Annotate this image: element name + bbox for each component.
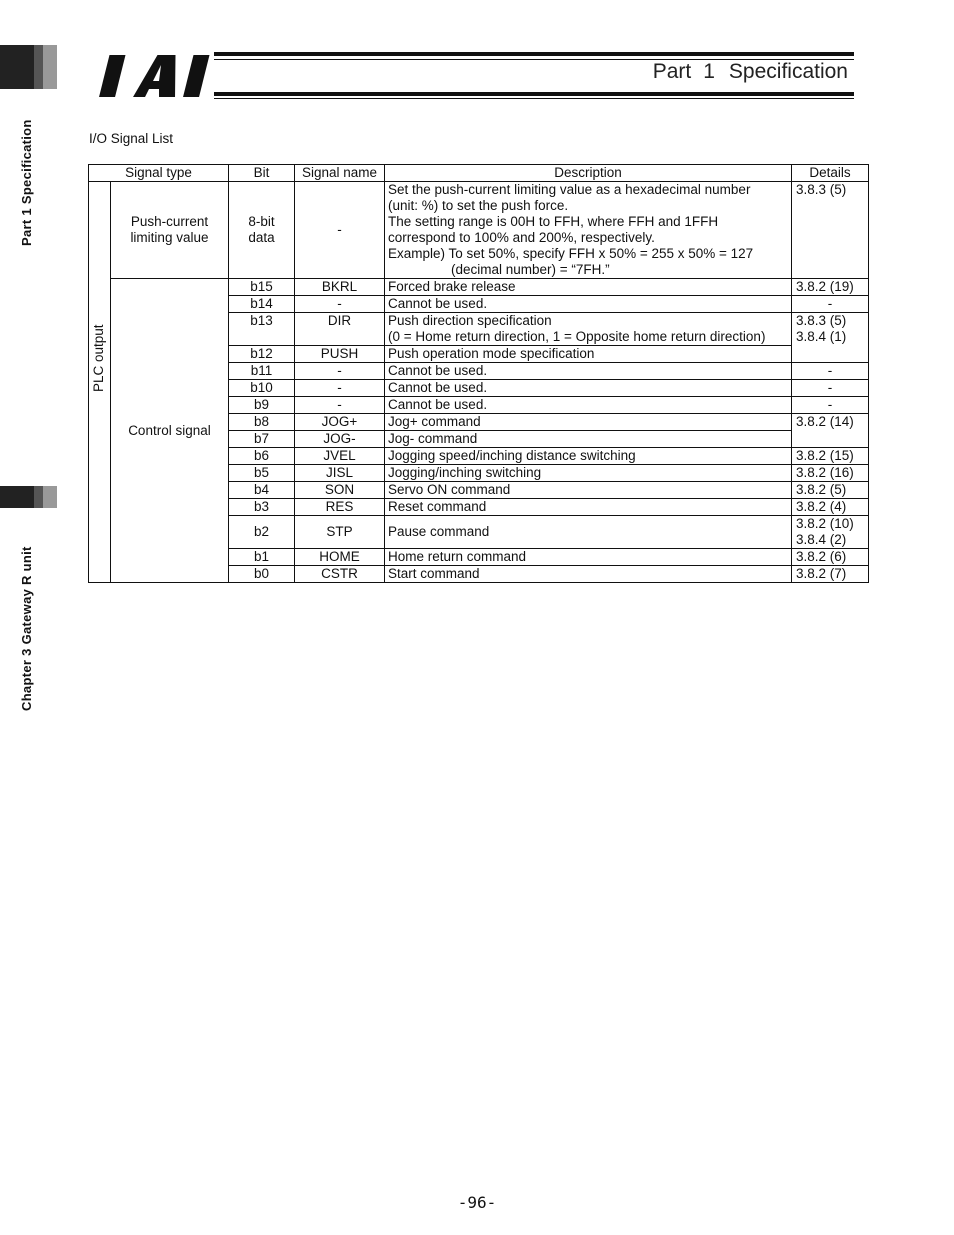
col-description: Description [385,165,792,182]
bit-cell: b11 [229,363,295,380]
signal-name-cell: BKRL [295,279,385,296]
signal-name-cell: HOME [295,549,385,566]
details-cell: - [792,397,869,414]
desc-cell: Cannot be used. [385,397,792,414]
page-number: -96- [457,1193,497,1212]
push-current-name: - [295,182,385,279]
signal-name-cell: PUSH [295,346,385,363]
signal-name-cell: - [295,397,385,414]
signal-name-cell: SON [295,482,385,499]
details-cell: 3.8.2 (15) [792,448,869,465]
push-current-desc: Set the push-current limiting value as a hexadecimal number (unit: %) to set the push force. The setting range is 00H to FFH, where FFH and 1FFH correspond to 100% and 200%, respectively. Example) To set 50%, specify FFH x 50% = 255 x 50% = 127 (decimal number) = “7FH.” [385,182,792,279]
details-cell: 3.8.3 (5) 3.8.4 (1) [792,313,869,363]
bit-cell: b9 [229,397,295,414]
push-current-bit: 8-bit data [229,182,295,279]
plc-output-group: PLC output [89,182,111,583]
signal-name-cell: JISL [295,465,385,482]
iai-logo [96,53,214,99]
details-cell: 3.8.2 (7) [792,566,869,583]
details-cell: 3.8.2 (6) [792,549,869,566]
bit-cell: b2 [229,516,295,549]
bit-cell: b4 [229,482,295,499]
details-cell: - [792,363,869,380]
part-side-label: Part 1 Specification [19,119,34,246]
details-cell: 3.8.2 (16) [792,465,869,482]
details-cell: 3.8.2 (19) [792,279,869,296]
section-title: I/O Signal List [89,131,174,146]
col-signal-type: Signal type [89,165,229,182]
table-row [89,279,869,296]
chapter-tab-marker [0,486,57,508]
table-header-row [89,165,869,182]
desc-cell: Jog+ command [385,414,792,431]
desc-cell: Cannot be used. [385,296,792,313]
bit-cell: b6 [229,448,295,465]
bit-cell: b13 [229,313,295,346]
signal-name-cell: DIR [295,313,385,346]
signal-name-cell: - [295,296,385,313]
part-tab-marker [0,45,57,89]
signal-name-cell: RES [295,499,385,516]
control-signal-type: Control signal [110,279,228,583]
table-row-push-current [89,182,869,279]
details-cell: 3.8.2 (10) 3.8.4 (2) [792,516,869,549]
desc-cell: Servo ON command [385,482,792,499]
desc-cell: Cannot be used. [385,380,792,397]
desc-cell: Forced brake release [385,279,792,296]
details-cell: 3.8.2 (5) [792,482,869,499]
desc-cell: Jogging/inching switching [385,465,792,482]
bit-cell: b1 [229,549,295,566]
bit-cell: b7 [229,431,295,448]
bit-cell: b5 [229,465,295,482]
bit-cell: b3 [229,499,295,516]
details-cell: 3.8.2 (4) [792,499,869,516]
signal-name-cell: JOG- [295,431,385,448]
bit-cell: b10 [229,380,295,397]
bit-cell: b14 [229,296,295,313]
signal-name-cell: JVEL [295,448,385,465]
col-signal-name: Signal name [295,165,385,182]
desc-cell: Start command [385,566,792,583]
bit-cell: b12 [229,346,295,363]
signal-name-cell: - [295,380,385,397]
io-signal-table [88,164,869,583]
signal-name-cell: JOG+ [295,414,385,431]
desc-cell: Jog- command [385,431,792,448]
details-cell: - [792,296,869,313]
push-current-type: Push-current limiting value [110,182,228,279]
chapter-side-label: Chapter 3 Gateway R unit [19,546,34,711]
desc-cell: Push direction specification (0 = Home return direction, 1 = Opposite home return direction) [385,313,792,346]
desc-cell: Home return command [385,549,792,566]
desc-cell: Pause command [385,516,792,549]
push-current-details: 3.8.3 (5) [792,182,869,279]
signal-name-cell: - [295,363,385,380]
page-title: Part 1 Specification [652,60,848,83]
col-details: Details [792,165,869,182]
desc-cell: Push operation mode specification [385,346,792,363]
details-cell: - [792,380,869,397]
desc-cell: Reset command [385,499,792,516]
col-bit: Bit [229,165,295,182]
desc-cell: Cannot be used. [385,363,792,380]
bit-cell: b8 [229,414,295,431]
signal-name-cell: STP [295,516,385,549]
signal-name-cell: CSTR [295,566,385,583]
bit-cell: b15 [229,279,295,296]
details-cell: 3.8.2 (14) [792,414,869,448]
bit-cell: b0 [229,566,295,583]
desc-cell: Jogging speed/inching distance switching [385,448,792,465]
